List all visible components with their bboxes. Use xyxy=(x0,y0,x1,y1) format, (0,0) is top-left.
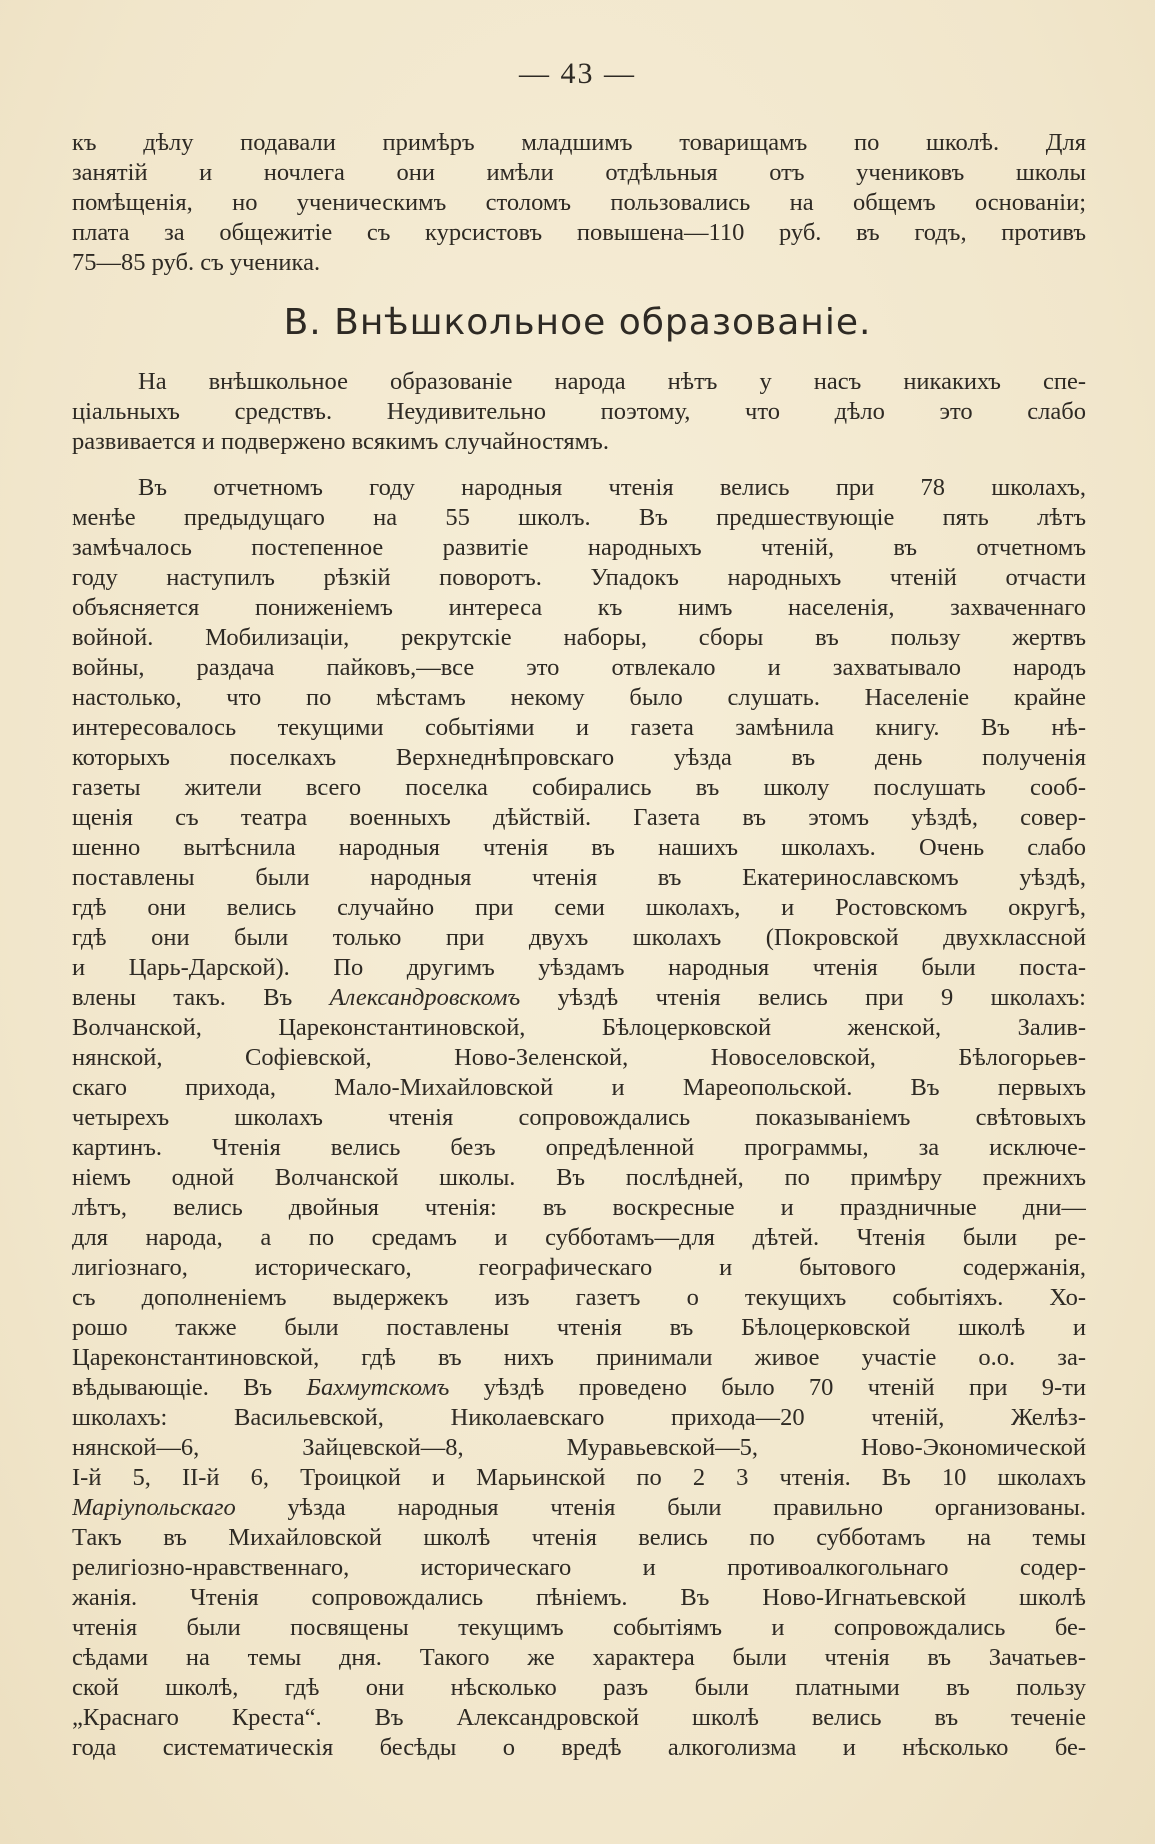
italic-district-name: Маріупольскаго xyxy=(72,1494,236,1521)
text-line: чтенія были посвящены текущимъ событіямъ и сопровождались бе- xyxy=(72,1614,1086,1641)
text-line: нянской, Софіевской, Ново-Зеленской, Новоселовской, Бѣлогорьев- xyxy=(72,1044,1086,1071)
section-title: В. Внѣшкольное образованіе. xyxy=(283,302,872,343)
text-line: 75—85 руб. съ ученика. xyxy=(72,249,321,276)
text-line: ціальныхъ средствъ. Неудивительно поэтому, что дѣло это слабо xyxy=(72,398,1086,425)
text-line: Въ отчетномъ году народныя чтенія велись при 78 школахъ, xyxy=(138,474,1086,501)
text-line: жанія. Чтенія сопровождались пѣніемъ. Въ Ново-Игнатьевской школѣ xyxy=(72,1584,1086,1611)
text-line: Цареконстантиновской, гдѣ въ нихъ принимали живое участіе о.о. за- xyxy=(72,1344,1086,1371)
text-line: четырехъ школахъ чтенія сопровождались показываніемъ свѣтовыхъ xyxy=(72,1104,1086,1131)
text-line: ніемъ одной Волчанской школы. Въ послѣдней, по примѣру прежнихъ xyxy=(72,1164,1086,1191)
page-number: — 43 — xyxy=(519,57,636,90)
text-line: На внѣшкольное образованіе народа нѣтъ у насъ никакихъ спе- xyxy=(138,368,1086,395)
text-line: нянской—6, Зайцевской—8, Муравьевской—5, Ново-Экономической xyxy=(72,1434,1086,1461)
text-line: Волчанской, Цареконстантиновской, Бѣлоцерковской женской, Залив- xyxy=(72,1014,1086,1041)
text-line: ской школѣ, гдѣ они нѣсколько разъ были платными въ пользу xyxy=(72,1674,1086,1701)
paragraph-funding xyxy=(72,367,1086,457)
italic-district-name: Бахмутскомъ xyxy=(306,1374,450,1401)
text-line: скаго прихода, Мало-Михайловской и Мареопольской. Въ первыхъ xyxy=(72,1074,1086,1101)
text-line: „Краснаго Креста“. Въ Александровской школѣ велись въ теченіе xyxy=(72,1704,1086,1731)
text-line: которыхъ поселкахъ Верхнеднѣпровскаго уѣзда въ день полученія xyxy=(72,744,1086,771)
text-line: войны, раздача пайковъ,—все это отвлекало и захватывало народъ xyxy=(72,654,1086,681)
text-line: поставлены были народныя чтенія въ Екатеринославскомъ уѣздѣ, xyxy=(72,864,1086,891)
text-line: интересовалось текущими событіями и газета замѣнила книгу. Въ нѣ- xyxy=(72,714,1086,741)
intro-paragraph xyxy=(72,128,1086,278)
text-segment: уѣздѣ чтенія велись при 9 школахъ: xyxy=(520,984,1086,1011)
text-line: году наступилъ рѣзкій поворотъ. Упадокъ народныхъ чтеній отчасти xyxy=(72,564,1086,591)
text-line: менѣе предыдущаго на 55 школъ. Въ предшествующіе пять лѣтъ xyxy=(72,504,1086,531)
text-line: и Царь-Дарской). По другимъ уѣздамъ народныя чтенія были поста- xyxy=(72,954,1086,981)
text-line xyxy=(72,1373,1086,1403)
text-line: къ дѣлу подавали примѣръ младшимъ товарищамъ по школѣ. Для xyxy=(72,129,1086,156)
text-line: сѣдами на темы дня. Такого же характера были чтенія въ Зачатьев- xyxy=(72,1644,1086,1671)
text-line: войной. Мобилизаціи, рекрутскіе наборы, сборы въ пользу жертвъ xyxy=(72,624,1086,651)
text-segment: уѣзда народныя чтенія были правильно организованы. xyxy=(235,1494,1086,1521)
text-line: лѣтъ, велись двойныя чтенія: въ воскресные и праздничные дни— xyxy=(72,1194,1086,1221)
paragraph-readings xyxy=(72,473,1086,1763)
text-line: щенія съ театра военныхъ дѣйствій. Газета въ этомъ уѣздѣ, совер- xyxy=(72,804,1086,831)
text-line: школахъ: Васильевской, Николаевскаго прихода—20 чтеній, Желѣз- xyxy=(72,1404,1086,1431)
text-line: гдѣ они велись случайно при семи школахъ, и Ростовскомъ округѣ, xyxy=(72,894,1086,921)
text-line: объясняется пониженіемъ интереса къ нимъ населенія, захваченнаго xyxy=(72,594,1086,621)
text-line: I-й 5, II-й 6, Троицкой и Марьинской по 2 3 чтенія. Въ 10 школахъ xyxy=(72,1464,1086,1491)
italic-district-name: Александровскомъ xyxy=(329,984,521,1011)
text-line: замѣчалось постепенное развитіе народныхъ чтеній, въ отчетномъ xyxy=(72,534,1086,561)
text-line: для народа, а по средамъ и субботамъ—для дѣтей. Чтенія были ре- xyxy=(72,1224,1086,1251)
text-line: религіозно-нравственнаго, историческаго и противоалкогольнаго содер- xyxy=(72,1554,1086,1581)
text-line: съ дополненіемъ выдержекъ изъ газетъ о текущихъ событіяхъ. Хо- xyxy=(72,1284,1086,1311)
text-line: газеты жители всего поселка собирались въ школу послушать сооб- xyxy=(72,774,1086,801)
text-line: Такъ въ Михайловской школѣ чтенія велись по субботамъ на темы xyxy=(72,1524,1086,1551)
text-line: шенно вытѣснила народныя чтенія въ нашихъ школахъ. Очень слабо xyxy=(72,834,1086,861)
text-segment: вѣдывающіе. Въ xyxy=(72,1374,307,1401)
text-line: занятій и ночлега они имѣли отдѣльныя отъ учениковъ школы xyxy=(72,159,1086,186)
text-line: плата за общежитіе съ курсистовъ повышена—110 руб. въ годъ, противъ xyxy=(72,219,1086,246)
text-line: гдѣ они были только при двухъ школахъ (Покровской двухклассной xyxy=(72,924,1086,951)
text-line xyxy=(72,1493,1086,1523)
text-line: помѣщенія, но ученическимъ столомъ пользовались на общемъ основаніи; xyxy=(72,189,1086,216)
text-line: года систематическія бесѣды о вредѣ алкоголизма и нѣсколько бе- xyxy=(72,1734,1086,1761)
text-line xyxy=(72,983,1086,1013)
text-line: развивается и подвержено всякимъ случайностямъ. xyxy=(72,428,609,455)
text-line: лигіознаго, историческаго, географическаго и бытового содержанія, xyxy=(72,1254,1086,1281)
text-line: рошо также были поставлены чтенія въ Бѣлоцерковской школѣ и xyxy=(72,1314,1086,1341)
text-segment: влены такъ. Въ xyxy=(72,984,330,1011)
text-line: настолько, что по мѣстамъ некому было слушать. Населеніе крайне xyxy=(72,684,1086,711)
text-segment: уѣздѣ проведено было 70 чтеній при 9-ти xyxy=(449,1374,1086,1401)
text-line: картинъ. Чтенія велись безъ опредѣленной программы, за исключе- xyxy=(72,1134,1086,1161)
